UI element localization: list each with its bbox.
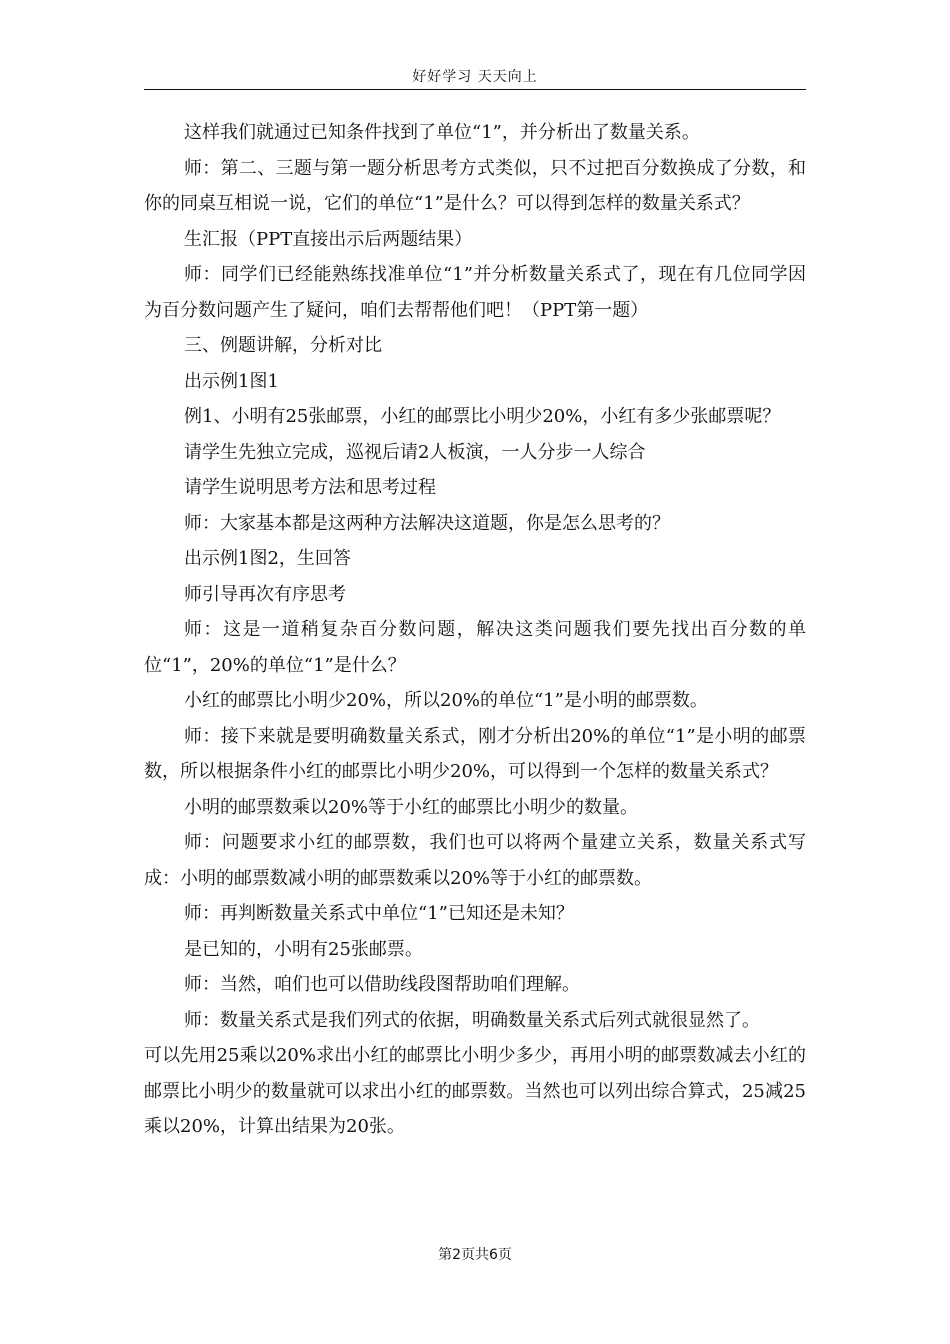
header-divider: [144, 89, 806, 90]
document-body: [144, 115, 806, 1145]
paragraph: 师：大家基本都是这两种方法解决这道题，你是怎么思考的？: [184, 512, 670, 534]
paragraph: 生汇报（PPT直接出示后两题结果）: [184, 228, 473, 250]
paragraph: 师：这是一道稍复杂百分数问题，解决这类问题我们要先找出百分数的单位“1”，20%的单位“1”是什么？: [144, 619, 806, 676]
paragraph: 师：同学们已经能熟练找准单位“1”并分析数量关系式了，现在有几位同学因为百分数问题产生了疑问，咱们去帮帮他们吧！（PPT第一题）: [144, 264, 806, 321]
paragraph: 出示例1图1: [184, 370, 279, 392]
page-header: 好好学习 天天向上: [412, 69, 538, 85]
paragraph: 可以先用25乘以20%求出小红的邮票比小明少多少，再用小明的邮票数减去小红的邮票比小明少的数量就可以求出小红的邮票数。当然也可以列出综合算式，25减25乘以20%，计算出结果为20张。: [144, 1045, 806, 1137]
paragraph: 小红的邮票比小明少20%，所以20%的单位“1”是小明的邮票数。: [184, 690, 708, 711]
section-heading: 三、例题讲解，分析对比: [184, 335, 382, 356]
page-number: 第2页共6页: [438, 1247, 512, 1263]
paragraph: 请学生先独立完成，巡视后请2人板演，一人分步一人综合: [184, 441, 646, 463]
paragraph: 出示例1图2，生回答: [184, 548, 351, 569]
paragraph: 师：当然，咱们也可以借助线段图帮助咱们理解。: [184, 974, 580, 995]
paragraph: 师：第二、三题与第一题分析思考方式类似，只不过把百分数换成了分数，和你的同桌互相说一说，它们的单位“1”是什么？可以得到怎样的数量关系式？: [144, 157, 806, 214]
paragraph: 师：问题要求小红的邮票数，我们也可以将两个量建立关系，数量关系式写成：小明的邮票数减小明的邮票数乘以20%等于小红的邮票数。: [144, 832, 806, 889]
paragraph: 小明的邮票数乘以20%等于小红的邮票比小明少的数量。: [184, 796, 639, 818]
paragraph: 这样我们就通过已知条件找到了单位“1”，并分析出了数量关系。: [184, 122, 700, 143]
paragraph: 师：接下来就是要明确数量关系式，刚才分析出20%的单位“1”是小明的邮票数，所以根据条件小红的邮票比小明少20%，可以得到一个怎样的数量关系式？: [144, 725, 806, 782]
paragraph: 师引导再次有序思考: [184, 583, 346, 605]
example-problem: 例1、小明有25张邮票，小红的邮票比小明少20%，小红有多少张邮票呢？: [184, 406, 781, 427]
paragraph: 是已知的，小明有25张邮票。: [184, 938, 423, 960]
paragraph: 师：数量关系式是我们列式的依据，明确数量关系式后列式就很显然了。: [184, 1009, 760, 1031]
paragraph: 师：再判断数量关系式中单位“1”已知还是未知？: [184, 903, 574, 924]
paragraph: 请学生说明思考方法和思考过程: [184, 477, 436, 498]
